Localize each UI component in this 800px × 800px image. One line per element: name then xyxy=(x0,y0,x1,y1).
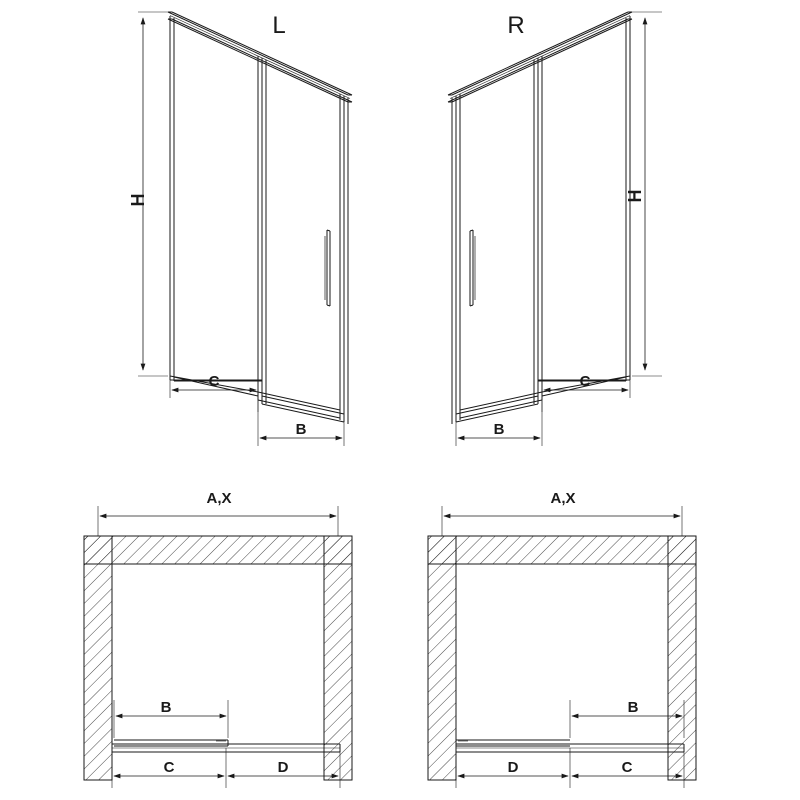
left-sliding-door-panel xyxy=(262,58,348,424)
plan-right-view xyxy=(428,506,696,788)
plan-left-wall-top xyxy=(84,536,352,564)
plan-right-cd-dimensions xyxy=(456,748,684,788)
plan-left-wall-left xyxy=(84,536,112,780)
left-bottom-rail xyxy=(258,392,344,418)
left-b-label: B xyxy=(295,421,307,438)
plan-left-cd-dimensions xyxy=(112,748,340,788)
left-top-rail xyxy=(168,12,352,102)
plan-right-d-label: D xyxy=(507,759,519,776)
right-top-rail xyxy=(448,12,632,102)
elevation-left-view xyxy=(138,12,352,446)
plan-right-ax-dimension xyxy=(442,506,682,536)
plan-right-ax-label: A,X xyxy=(550,490,576,507)
plan-left-ax-label: A,X xyxy=(206,490,232,507)
right-height-label: H xyxy=(625,189,645,203)
right-bottom-rail xyxy=(456,392,542,418)
left-fixed-panel xyxy=(170,16,262,381)
plan-left-wall-right xyxy=(324,536,352,780)
left-c-label: C xyxy=(208,373,220,390)
plan-left-door-leaf xyxy=(114,740,228,746)
plan-right-c-label: C xyxy=(621,759,633,776)
plan-right-b-label: B xyxy=(627,699,639,716)
plan-right-wall-right xyxy=(668,536,696,780)
right-sliding-door-panel xyxy=(452,58,538,424)
right-b-label: B xyxy=(493,421,505,438)
plan-right-wall-top xyxy=(428,536,696,564)
plan-right-door-leaf xyxy=(456,740,570,746)
plan-left-view xyxy=(84,506,352,788)
right-view-title: R xyxy=(507,12,525,39)
left-view-title: L xyxy=(272,12,286,39)
right-c-label: C xyxy=(579,373,591,390)
left-height-label: H xyxy=(128,193,148,207)
plan-right-wall-left xyxy=(428,536,456,780)
right-fixed-panel xyxy=(538,16,630,381)
elevation-right-view xyxy=(448,12,662,446)
right-door-handle xyxy=(470,230,475,306)
plan-left-ax-dimension xyxy=(98,506,338,536)
left-door-handle xyxy=(325,230,330,306)
plan-left-b-label: B xyxy=(160,699,172,716)
plan-left-c-label: C xyxy=(163,759,175,776)
plan-left-d-label: D xyxy=(277,759,289,776)
